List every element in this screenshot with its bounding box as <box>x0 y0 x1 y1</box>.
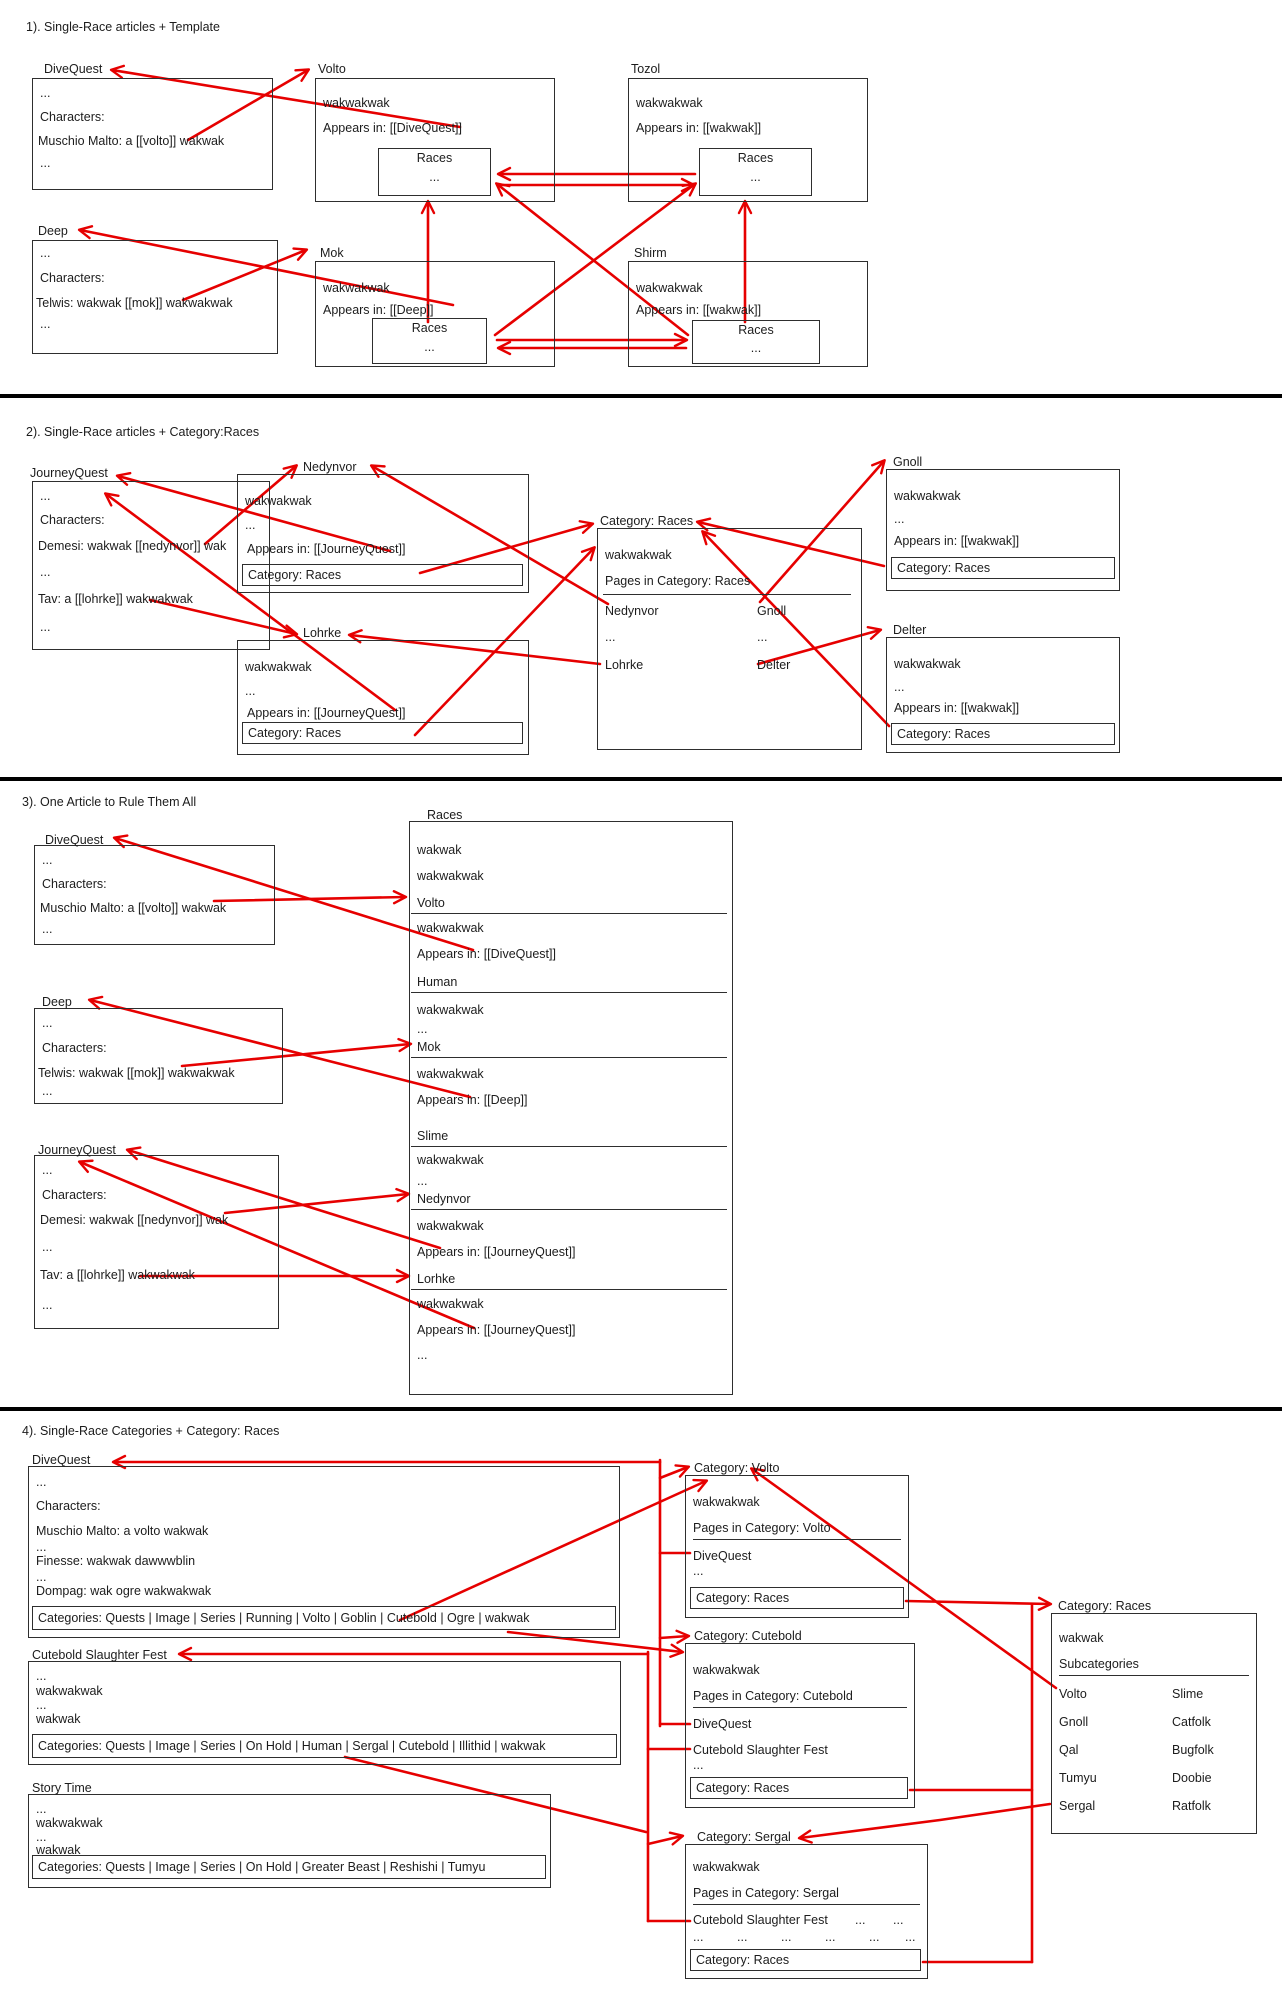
arrow-catvolto-tag-to-catracestop <box>906 1601 1050 1604</box>
tozol-race-article-races-template-text: Races <box>737 151 774 165</box>
story-time-article-line: ... <box>36 1802 47 1816</box>
category-races-page-line: Lohrke <box>605 658 644 672</box>
category-volto-page-line: wakwakwak <box>693 1495 760 1509</box>
section-2-category-races-page-title: Category: Races <box>600 514 694 528</box>
races-master-article-line: Nedynvor <box>417 1192 471 1206</box>
races-master-article-line: wakwakwak <box>417 921 484 935</box>
divequest-article-line: Characters: <box>36 1499 101 1513</box>
section-2-gnoll-race-article-title: Gnoll <box>893 455 923 469</box>
gnoll-race-article-line: wakwakwak <box>894 489 961 503</box>
delter-race-article-line: Appears in: [[wakwak]] <box>894 701 1020 715</box>
section-1-volto-race-article-title: Volto <box>318 62 346 76</box>
divequest-article-line: ... <box>36 1540 47 1554</box>
races-master-article-line: Appears in: [[JourneyQuest]] <box>417 1323 576 1337</box>
section-3-journeyquest-article-box <box>34 1155 279 1329</box>
journeyquest-article-line: Demesi: wakwak [[nedynvor]] wak <box>38 539 227 553</box>
divequest-article-line: Finesse: wakwak dawwwblin <box>36 1554 196 1568</box>
section-4-story-time-article-title: Story Time <box>32 1781 92 1795</box>
cutebold-slaughter-fest-article-line: ... <box>36 1698 47 1712</box>
section-1-shirm-race-article-title: Shirm <box>634 246 667 260</box>
category-races-top-page-line: Subcategories <box>1059 1657 1139 1671</box>
races-master-article-line: wakwakwak <box>417 1153 484 1167</box>
category-volto-page-category-races-tag-text: Category: Races <box>696 1591 790 1605</box>
section-4-category-races-top-page-title: Category: Races <box>1058 1599 1152 1613</box>
category-races-top-page-line: Tumyu <box>1059 1771 1097 1785</box>
journeyquest-article-line: Demesi: wakwak [[nedynvor]] wak <box>40 1213 229 1227</box>
section-4-category-cutebold-page-title: Category: Cutebold <box>694 1629 802 1643</box>
section-1-divequest-article-title: DiveQuest <box>44 62 103 76</box>
section-4-cutebold-slaughter-fest-article-title: Cutebold Slaughter Fest <box>32 1648 167 1662</box>
journeyquest-article-line: Tav: a [[lohrke]] wakwakwak <box>40 1268 195 1282</box>
section-1-deep-article-title: Deep <box>38 224 68 238</box>
section-divider-1 <box>0 394 1282 398</box>
section-4-category-sergal-page-title: Category: Sergal <box>697 1830 791 1844</box>
deep-article-line: ... <box>42 1084 53 1098</box>
races-master-article-line: Slime <box>417 1129 449 1143</box>
section-2-heading: 2). Single-Race articles + Category:Races <box>26 425 260 439</box>
shirm-race-article-races-template-text: Races <box>738 323 774 337</box>
section-4-category-volto-page-title: Category: Volto <box>694 1461 780 1475</box>
category-sergal-page-line: ... <box>893 1913 904 1927</box>
category-sergal-page-category-races-tag-text: Category: Races <box>696 1953 790 1967</box>
category-races-page-line: Delter <box>757 658 791 672</box>
nedynvor-race-article-line: Appears in: [[JourneyQuest]] <box>247 542 406 556</box>
races-master-article-line: Appears in: [[Deep]] <box>417 1093 528 1107</box>
journeyquest-article-line: ... <box>42 1163 53 1177</box>
races-master-article-underline <box>411 1057 727 1058</box>
races-master-article-line: Volto <box>417 896 445 910</box>
races-master-article-line: wakwak <box>417 843 462 857</box>
lohrke-race-article-line: ... <box>245 684 256 698</box>
section-3-deep-article-title: Deep <box>42 995 72 1009</box>
tozol-race-article-line: wakwakwak <box>636 96 703 110</box>
category-races-top-page-line: Sergal <box>1059 1799 1096 1813</box>
category-sergal-page-line: ... <box>737 1930 748 1944</box>
section-2-lohrke-race-article-title: Lohrke <box>303 626 342 640</box>
journeyquest-article-line: ... <box>42 1240 53 1254</box>
category-sergal-page-line: Cutebold Slaughter Fest <box>693 1913 828 1927</box>
divequest-article-line: ... <box>36 1475 47 1489</box>
nedynvor-race-article-category-races-tag-text: Category: Races <box>248 568 342 582</box>
cutebold-slaughter-fest-article-line: ... <box>36 1669 47 1683</box>
divequest-article-line: Characters: <box>40 110 105 124</box>
volto-race-article-races-template-text: ... <box>429 170 440 184</box>
category-sergal-page-line: ... <box>825 1930 836 1944</box>
divequest-article-line: ... <box>42 853 53 867</box>
category-races-top-page-line: Doobie <box>1172 1771 1212 1785</box>
lohrke-race-article-line: wakwakwak <box>245 660 312 674</box>
section-1-tozol-race-article-title: Tozol <box>631 62 661 76</box>
lohrke-race-article-line: Appears in: [[JourneyQuest]] <box>247 706 406 720</box>
journeyquest-article-line: ... <box>42 1298 53 1312</box>
shirm-race-article-races-template-text: ... <box>750 341 762 355</box>
volto-race-article-line: wakwakwak <box>323 96 390 110</box>
category-races-top-page-line: Slime <box>1172 1687 1204 1701</box>
category-sergal-page-line: ... <box>781 1930 792 1944</box>
category-volto-page-underline <box>693 1539 901 1540</box>
category-cutebold-page-line: Pages in Category: Cutebold <box>693 1689 853 1703</box>
story-time-article-line: wakwakwak <box>36 1816 103 1830</box>
volto-race-article-races-template-text: Races <box>416 151 453 165</box>
section-3-deep-article-box <box>34 1008 283 1104</box>
section-1-mok-race-article-title: Mok <box>320 246 344 260</box>
category-races-top-page-line: Volto <box>1059 1687 1087 1701</box>
divequest-article-line: Muschio Malto: a [[volto]] wakwak <box>38 134 225 148</box>
gnoll-race-article-category-races-tag-text: Category: Races <box>897 561 991 575</box>
mok-race-article-line: Appears in: [[Deep]] <box>323 303 434 317</box>
races-master-article-underline <box>411 1146 727 1147</box>
races-master-article-line: ... <box>417 1174 428 1188</box>
category-sergal-page-line: Pages in Category: Sergal <box>693 1886 839 1900</box>
category-cutebold-page-underline <box>693 1707 907 1708</box>
deep-article-line: Telwis: wakwak [[mok]] wakwakwak <box>38 1066 235 1080</box>
category-races-page-line: ... <box>757 630 768 644</box>
section-2-delter-race-article-title: Delter <box>893 623 927 637</box>
delter-race-article-line: ... <box>894 680 905 694</box>
section-2-journeyquest-article-box <box>32 481 270 650</box>
gnoll-race-article-line: ... <box>894 512 905 526</box>
section-3-journeyquest-article-title: JourneyQuest <box>38 1143 116 1157</box>
divequest-article-line: Muschio Malto: a volto wakwak <box>36 1524 209 1538</box>
category-races-top-page-underline <box>1059 1675 1249 1676</box>
races-master-article-line: ... <box>417 1348 428 1362</box>
cutebold-slaughter-fest-article-line: wakwak <box>36 1712 81 1726</box>
divequest-article-line: ... <box>36 1570 47 1584</box>
category-races-page-line: Nedynvor <box>605 604 659 618</box>
category-races-page-underline <box>603 594 851 595</box>
category-cutebold-page-line: Cutebold Slaughter Fest <box>693 1743 828 1757</box>
races-master-article-line: Lorhke <box>417 1272 456 1286</box>
shirm-race-article-line: wakwakwak <box>636 281 703 295</box>
divequest-article-categories-bar-text: Categories: Quests | Image | Series | Running | Volto | Goblin | Cutebold | Ogre | wakwak <box>38 1611 530 1625</box>
category-volto-page-line: Pages in Category: Volto <box>693 1521 831 1535</box>
deep-article-line: Characters: <box>42 1041 107 1055</box>
category-races-top-page-line: Catfolk <box>1172 1715 1211 1729</box>
section-divider-3 <box>0 1407 1282 1411</box>
category-races-top-page-line: Ratfolk <box>1172 1799 1211 1813</box>
races-master-article-line: wakwakwak <box>417 1297 484 1311</box>
divequest-article-line: Muschio Malto: a [[volto]] wakwak <box>40 901 227 915</box>
nedynvor-race-article-line: ... <box>245 518 256 532</box>
mok-race-article-races-template-text: ... <box>424 340 435 354</box>
races-master-article-line: wakwakwak <box>417 1003 484 1017</box>
journeyquest-article-line: ... <box>40 489 51 503</box>
category-cutebold-page-line: DiveQuest <box>693 1717 752 1731</box>
races-master-article-line: Appears in: [[JourneyQuest]] <box>417 1245 576 1259</box>
races-master-article-line: wakwakwak <box>417 869 484 883</box>
races-master-article-line: Appears in: [[DiveQuest]] <box>417 947 556 961</box>
cutebold-slaughter-fest-article-line: wakwakwak <box>36 1684 103 1698</box>
mok-race-article-line: wakwakwak <box>323 281 390 295</box>
delter-race-article-line: wakwakwak <box>894 657 961 671</box>
races-master-article-underline <box>411 992 727 993</box>
journeyquest-article-line: Characters: <box>42 1188 107 1202</box>
races-master-article-line: Human <box>417 975 458 989</box>
category-races-page-line: wakwakwak <box>605 548 672 562</box>
deep-article-line: ... <box>40 317 51 331</box>
divequest-article-line: Characters: <box>42 877 107 891</box>
arrow-trunk2-to-catsergal-title <box>648 1836 682 1844</box>
divequest-article-line: ... <box>40 156 51 170</box>
journeyquest-article-line: Tav: a [[lohrke]] wakwakwak <box>38 592 193 606</box>
category-sergal-page-underline <box>693 1904 920 1905</box>
tozol-race-article-races-template-text: ... <box>750 170 761 184</box>
category-races-top-page-line: Qal <box>1059 1743 1079 1757</box>
category-sergal-page-line: wakwakwak <box>693 1860 760 1874</box>
section-divider-2 <box>0 777 1282 781</box>
races-master-article-line: wakwakwak <box>417 1067 484 1081</box>
cutebold-slaughter-fest-article-categories-bar-text: Categories: Quests | Image | Series | On Hold | Human | Sergal | Cutebold | Illithid | wakwak <box>38 1739 546 1753</box>
shirm-race-article-line: Appears in: [[wakwak]] <box>636 303 762 317</box>
section-3-divequest-article-title: DiveQuest <box>45 833 104 847</box>
category-races-page-line: Gnoll <box>757 604 787 618</box>
category-races-top-page-line: Gnoll <box>1059 1715 1089 1729</box>
divequest-article-line: ... <box>40 86 51 100</box>
section-4-heading: 4). Single-Race Categories + Category: Races <box>22 1424 280 1438</box>
category-cutebold-page-line: wakwakwak <box>693 1663 760 1677</box>
category-sergal-page-line: ... <box>869 1930 880 1944</box>
section-3-divequest-article-box <box>34 845 275 945</box>
journeyquest-article-line: ... <box>40 620 51 634</box>
deep-article-line: ... <box>40 246 51 260</box>
journeyquest-article-line: Characters: <box>40 513 105 527</box>
nedynvor-race-article-line: wakwakwak <box>245 494 312 508</box>
section-4-divequest-article-title: DiveQuest <box>32 1453 91 1467</box>
divequest-article-line: ... <box>42 922 53 936</box>
delter-race-article-category-races-tag-text: Category: Races <box>897 727 991 741</box>
section-1-heading: 1). Single-Race articles + Template <box>26 20 220 34</box>
section-2-nedynvor-race-article-title: Nedynvor <box>303 460 357 474</box>
category-volto-page-line: DiveQuest <box>693 1549 752 1563</box>
section-2-journeyquest-article-title: JourneyQuest <box>30 466 108 480</box>
tozol-race-article-line: Appears in: [[wakwak]] <box>636 121 762 135</box>
story-time-article-categories-bar-text: Categories: Quests | Image | Series | On Hold | Greater Beast | Reshishi | Tumyu <box>38 1860 486 1874</box>
gnoll-race-article-line: Appears in: [[wakwak]] <box>894 534 1020 548</box>
category-sergal-page-line: ... <box>855 1913 866 1927</box>
category-races-top-page-line: wakwak <box>1059 1631 1104 1645</box>
category-races-page-line: Pages in Category: Races <box>605 574 751 588</box>
arrow-subcat-sergal-to-catsergal <box>800 1804 1050 1838</box>
category-volto-page-line: ... <box>693 1564 704 1578</box>
races-master-article-underline <box>411 913 727 914</box>
races-master-article-line: wakwakwak <box>417 1219 484 1233</box>
races-master-article-underline <box>411 1209 727 1210</box>
races-master-article-underline <box>411 1289 727 1290</box>
category-sergal-page-line: ... <box>905 1930 916 1944</box>
deep-article-line: ... <box>42 1016 53 1030</box>
category-races-top-page-line: Bugfolk <box>1172 1743 1214 1757</box>
category-cutebold-page-line: ... <box>693 1758 704 1772</box>
arrow-trunk-to-catvolto-title <box>660 1467 688 1478</box>
category-sergal-page-line: ... <box>693 1930 704 1944</box>
races-master-article-line: Mok <box>417 1040 441 1054</box>
story-time-article-line: wakwak <box>36 1843 81 1857</box>
story-time-article-line: ... <box>36 1830 47 1844</box>
lohrke-race-article-category-races-tag-text: Category: Races <box>248 726 342 740</box>
category-cutebold-page-category-races-tag-text: Category: Races <box>696 1781 790 1795</box>
arrow-trunk-to-catcutebold-title <box>660 1636 688 1638</box>
divequest-article-line: Dompag: wak ogre wakwakwak <box>36 1584 212 1598</box>
volto-race-article-line: Appears in: [[DiveQuest]] <box>323 121 462 135</box>
races-master-article-line: ... <box>417 1022 428 1036</box>
category-races-page-line: ... <box>605 630 616 644</box>
section-3-heading: 3). One Article to Rule Them All <box>22 795 197 809</box>
section-3-races-master-article-title: Races <box>427 808 463 822</box>
deep-article-line: Characters: <box>40 271 105 285</box>
mok-race-article-races-template-text: Races <box>411 321 448 335</box>
journeyquest-article-line: ... <box>40 565 51 579</box>
deep-article-line: Telwis: wakwak [[mok]] wakwakwak <box>36 296 233 310</box>
